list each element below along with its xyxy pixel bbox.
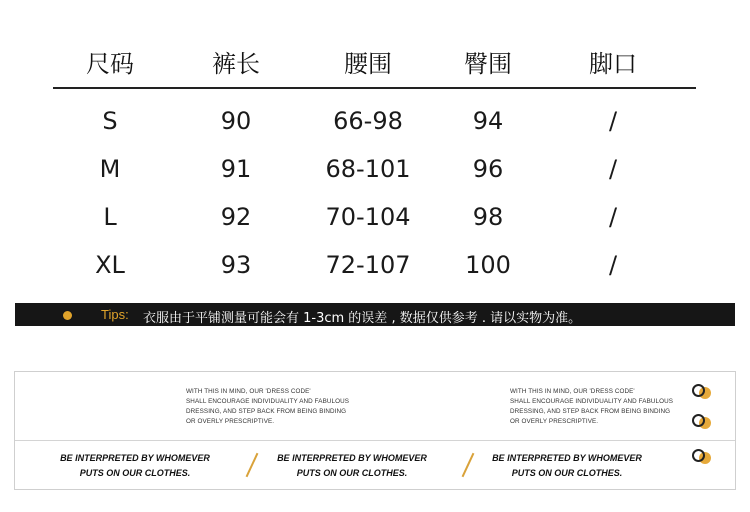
- table-cell: 91: [220, 155, 252, 183]
- table-cell: /: [608, 107, 618, 135]
- slash-divider: [462, 453, 475, 477]
- paragraph-line: WITH THIS IN MIND, OUR 'DRESS CODE': [510, 388, 635, 395]
- header-leg-opening: 脚口: [589, 50, 637, 78]
- header-divider: [53, 87, 696, 89]
- banner-divider: [15, 440, 735, 441]
- header-length: 裤长: [212, 50, 260, 78]
- slogan-line: BE INTERPRETED BY WHOMEVER: [60, 453, 210, 463]
- tips-label: Tips:: [101, 307, 129, 322]
- header-waist: 腰围: [344, 50, 392, 78]
- bullet-dot-icon: [63, 311, 72, 320]
- paragraph-line: SHALL ENCOURAGE INDIVIDUALITY AND FABULOUS: [186, 398, 350, 405]
- paragraph-line: DRESSING, AND STEP BACK FROM BEING BINDING: [186, 408, 347, 415]
- table-cell: 92: [220, 203, 252, 231]
- ring-icon: [692, 449, 712, 465]
- table-cell: 100: [465, 251, 511, 279]
- table-cell: L: [103, 203, 117, 231]
- table-cell: 93: [220, 251, 252, 279]
- slogan-line: PUTS ON OUR CLOTHES.: [79, 468, 191, 478]
- paragraph-line: SHALL ENCOURAGE INDIVIDUALITY AND FABULOUS: [510, 398, 674, 405]
- table-cell: 66-98: [333, 107, 403, 135]
- dress-code-paragraph: [510, 387, 673, 427]
- paragraph-line: OR OVERLY PRESCRIPTIVE.: [186, 418, 275, 425]
- ring-icon: [692, 384, 712, 400]
- paragraph-line: OR OVERLY PRESCRIPTIVE.: [510, 418, 599, 425]
- slogan-line: BE INTERPRETED BY WHOMEVER: [492, 453, 642, 463]
- table-cell: 70-104: [325, 203, 411, 231]
- dress-code-paragraph: [186, 387, 349, 427]
- table-cell: 68-101: [325, 155, 411, 183]
- table-cell: M: [99, 155, 121, 183]
- tips-text: 衣服由于平铺测量可能会有 1-3cm 的误差 , 数据仅供参考 . 请以实物为准。: [143, 311, 582, 326]
- tips-bar: [15, 303, 735, 326]
- slogan-line: PUTS ON OUR CLOTHES.: [511, 468, 623, 478]
- paragraph-line: DRESSING, AND STEP BACK FROM BEING BINDING: [510, 408, 671, 415]
- slogan: [45, 451, 225, 481]
- slogan-line: BE INTERPRETED BY WHOMEVER: [277, 453, 427, 463]
- table-cell: 96: [472, 155, 504, 183]
- table-cell: XL: [95, 251, 125, 279]
- slogan-line: PUTS ON OUR CLOTHES.: [296, 468, 408, 478]
- brand-banner: [14, 371, 736, 490]
- paragraph-line: WITH THIS IN MIND, OUR 'DRESS CODE': [186, 388, 311, 395]
- table-cell: /: [608, 203, 618, 231]
- table-cell: 94: [472, 107, 504, 135]
- header-hip: 臀围: [464, 50, 512, 78]
- table-cell: /: [608, 251, 618, 279]
- slash-divider: [246, 453, 259, 477]
- table-cell: 90: [220, 107, 252, 135]
- table-cell: 72-107: [325, 251, 411, 279]
- table-cell: /: [608, 155, 618, 183]
- table-cell: S: [102, 107, 118, 135]
- header-size: 尺码: [86, 50, 134, 78]
- slogan: [262, 451, 442, 481]
- table-cell: 98: [472, 203, 504, 231]
- ring-icon: [692, 414, 712, 430]
- slogan: [477, 451, 657, 481]
